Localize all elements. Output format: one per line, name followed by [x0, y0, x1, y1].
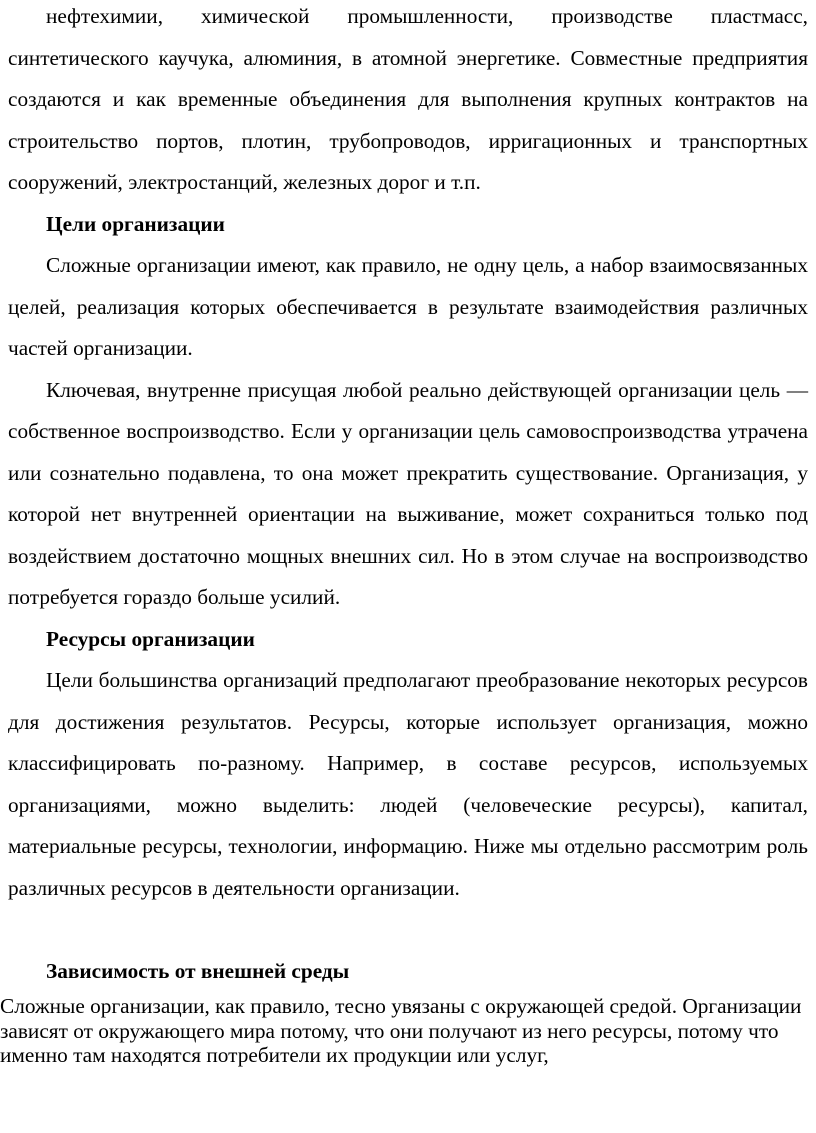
paragraph-goals-1: Сложные организации имеют, как правило, не одну цель, а набор взаимосвязанных целей, реализация которых обеспечивается в результате взаимодействия различных частей организации.	[8, 253, 808, 360]
paragraph-goals-2: Ключевая, внутренне присущая любой реально действующей организации цель — собственное воспроизводство. Если у организации цель самовоспроизводства утрачена или сознательно подавлена, то она может прекратить существование. Организация, у которой нет внутренней ориентации на выживание, может сохраниться только под воздействием достаточно мощных внешних сил. Но в этом случае на воспроизводство потребуется гораздо больше усилий.	[8, 377, 808, 609]
paragraph-environment: Сложные организации, как правило, тесно увязаны с окружающей средой. Организации зависят от окружающего мира потому, что они получают из него ресурсы, потому что именно там находятся потребители их продукции или услуг,	[0, 994, 802, 1067]
blank-line	[8, 909, 808, 951]
paragraph-continuation: нефтехимии, химической промышленности, производстве пластмасс, синтетического каучука, алюминия, в атомной энергетике. Совместные предприятия создаются и как временные объединения для выполнения крупных контрактов на строительство портов, плотин, трубопроводов, ирригационных и транспортных сооружений, электростанций, железных дорог и т.п.	[8, 4, 808, 194]
paragraph-resources: Цели большинства организаций предполагают преобразование некоторых ресурсов для достижения результатов. Ресурсы, которые использует организация, можно классифицировать по-разному. Например, в составе ресурсов, используемых организациями, можно выделить: людей (человеческие ресурсы), капитал, материальные ресурсы, технологии, информацию. Ниже мы отдельно рассмотрим роль различных ресурсов в деятельности организации.	[8, 668, 808, 900]
heading-environment: Зависимость от внешней среды	[46, 958, 350, 983]
heading-goals: Цели организации	[46, 211, 225, 236]
heading-resources: Ресурсы организации	[46, 626, 255, 651]
